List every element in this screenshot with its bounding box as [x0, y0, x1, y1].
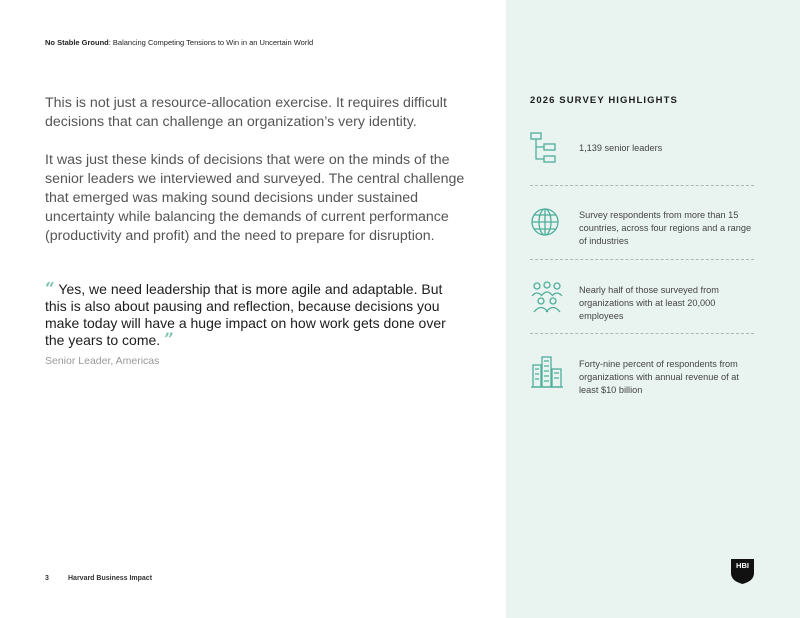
globe-icon — [530, 206, 564, 240]
hbi-logo — [730, 558, 755, 585]
divider — [530, 333, 754, 334]
quote-attribution: Senior Leader, Americas — [45, 355, 160, 367]
page-number: 3 — [45, 575, 49, 582]
highlight-text: Forty-nine percent of respondents from organizations with annual revenue of at least $10 billion — [579, 359, 739, 395]
quote-text: Yes, we need leadership that is more agile and adaptable. But this is also about pausing and reflection, because decisions you make today will have a huge impact on how work gets done over the years to come. — [45, 281, 446, 348]
divider — [530, 259, 754, 260]
divider — [530, 185, 754, 186]
open-quote-mark: “ — [45, 279, 55, 299]
body-paragraph-2: It was just these kinds of decisions that were on the minds of the senior leaders we interviewed and surveyed. The central challenge that emerged was making sound decisions under sustained uncertainty while balancing the demands of current performance (productivity and profit) and the need to prepare for disruption. — [45, 152, 465, 244]
highlights-sidebar — [506, 0, 800, 618]
running-head-bold: No Stable Ground — [45, 38, 109, 47]
running-head-rest: : Balancing Competing Tensions to Win in an Uncertain World — [108, 38, 314, 47]
people-group-icon — [530, 281, 564, 315]
footer-brand: Harvard Business Impact — [68, 575, 153, 582]
highlights-title: 2026 SURVEY HIGHLIGHTS — [530, 95, 678, 106]
highlight-text: Survey respondents from more than 15 countries, across four regions and a range of industries — [579, 210, 752, 246]
highlight-text: Nearly half of those surveyed from organizations with at least 20,000 employees — [579, 285, 719, 321]
svg-text:HBI: HBI — [736, 561, 749, 570]
org-chart-icon — [530, 131, 564, 165]
buildings-icon — [530, 355, 564, 389]
running-head — [45, 38, 313, 47]
pull-quote — [45, 281, 465, 349]
body-paragraph-1: This is not just a resource-allocation exercise. It requires difficult decisions that can challenge an organization’s very identity. — [45, 95, 447, 130]
close-quote-mark: ” — [164, 330, 174, 350]
highlight-text: 1,139 senior leaders — [579, 143, 663, 153]
